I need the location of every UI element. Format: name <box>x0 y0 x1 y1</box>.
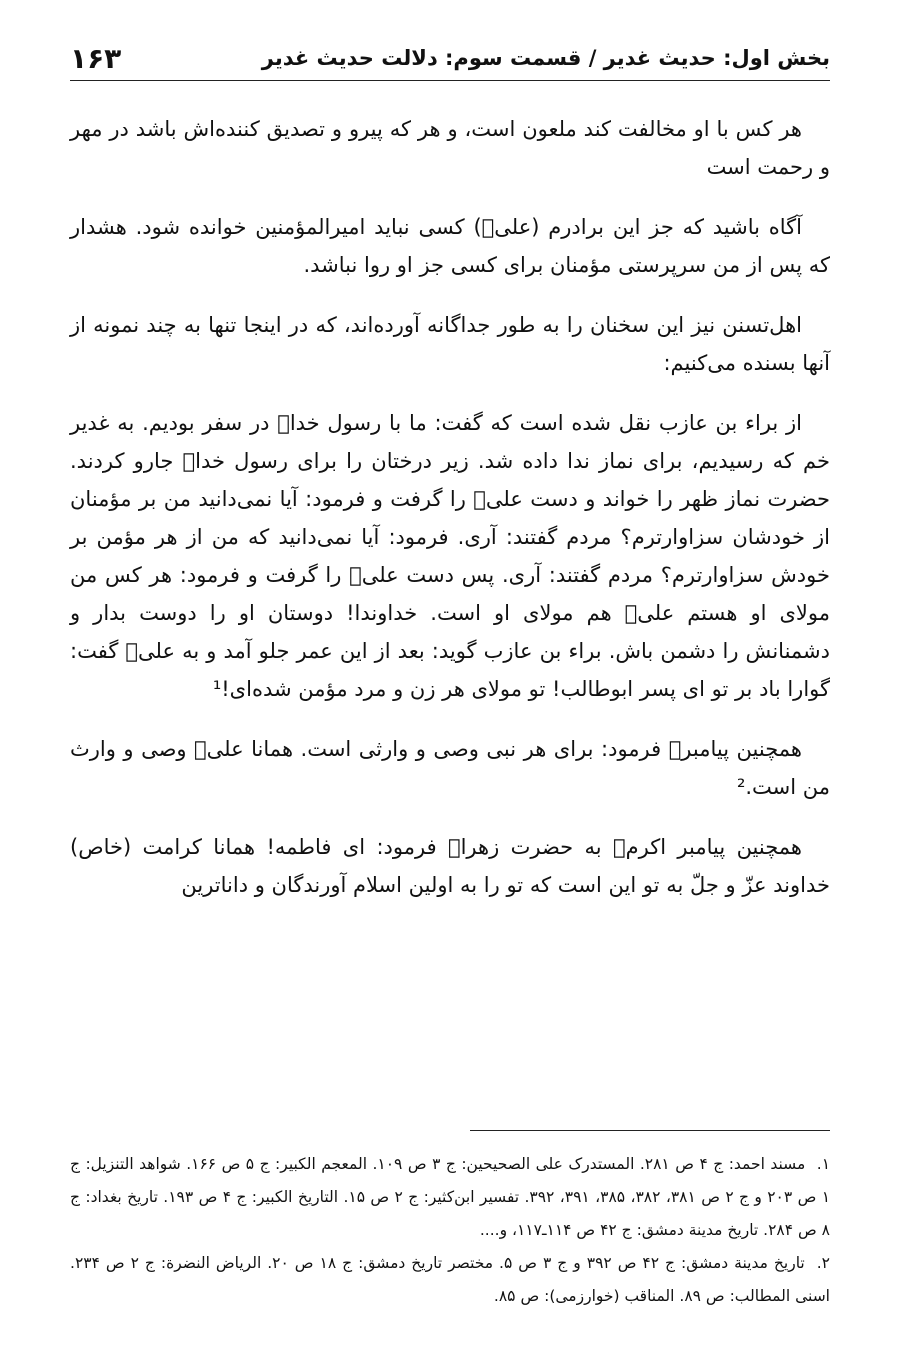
page-number: ۱۶۳ <box>70 41 122 75</box>
footnote-number: ۲. <box>816 1254 830 1272</box>
running-title: بخش اول: حدیث غدیر / قسمت سوم: دلالت حدیث غدیر <box>261 46 830 70</box>
paragraph: آگاه باشید که جز این برادرم (علیؑ) کسی نباید امیرالمؤمنین خوانده شود. هشدار که پس از من سرپرستی مؤمنان برای کسی جز او روا نباشد. <box>70 215 830 277</box>
paragraph: از براء بن عازب نقل شده است که گفت: ما با رسول خداﷺ در سفر بودیم. به غدیر خم که رسیدیم، برای نماز ندا داده شد. زیر درختان را برای رسول خداﷺ جارو کردند. حضرت نماز ظهر را خواند و دست علیؑ را گرفت و فرمود: آیا نمی‌دانید من بر مؤمنان از خودشان سزاوارترم؟ مردم گفتند: آری. فرمود: آیا نمی‌دانید که من از هر مؤمن بر خودش سزاوارترم؟ مردم گفتند: آری. پس دست علیؑ را گرفت و فرمود: هر کس من مولای او هستم علیؑ هم مولای او است. خداوندا! دوستان او را دوست بدار و دشمنانش را دشمن باش. براء بن عازب گوید: بعد از این عمر جلو آمد و به علیؑ گفت: گوارا باد بر تو ای پسر ابوطالب! تو مولای هر زن و مرد مؤمن شده‌ای!¹ <box>70 411 830 701</box>
footnote-text: مسند احمد: ج ۴ ص ۲۸۱. المستدرک علی الصحیحین: ج ۳ ص ۱۰۹. المعجم الکبیر: ج ۵ ص ۱۶۶. شواهد التنزیل: ج ۱ ص ۲۰۳ و ج ۲ ص ۳۸۱، ۳۸۲، ۳۸۵، ۳۹۱، ۳۹۲. تفسیر ابن‌کثیر: ج ۲ ص ۱۵. التاریخ الکبیر: ج ۴ ص ۱۹۳. تاریخ بغداد: ج ۸ ص ۲۸۴. تاریخ مدینة دمشق: ج ۴۲ ص ۱۱۴ـ۱۱۷، و.... <box>70 1155 831 1239</box>
footnotes <box>70 1148 830 1313</box>
footnote-number: ۱. <box>816 1155 831 1173</box>
paragraph: همچنین پیامبر اکرمﷺ به حضرت زهراؑ فرمود: ای فاطمه! همانا کرامت (خاص) خداوند عزّ و جلّ به تو این است که تو را به اولین اسلام آورندگان و داناترین <box>70 835 830 897</box>
main-text <box>70 110 830 926</box>
page-header <box>70 36 830 81</box>
paragraph: هر کس با او مخالفت کند ملعون است، و هر که پیرو و تصدیق کننده‌اش باشد در مهر و رحمت است <box>70 117 830 179</box>
paragraph: اهل‌تسنن نیز این سخنان را به طور جداگانه آورده‌اند، که در اینجا تنها به چند نمونه از آنها بسنده می‌کنیم: <box>70 313 830 375</box>
paragraph: همچنین پیامبرﷺ فرمود: برای هر نبی وصی و وارثی است. همانا علیؑ وصی و وارث من است.² <box>70 737 830 799</box>
footnote <box>70 1148 830 1247</box>
footnote-text: تاریخ مدینة دمشق: ج ۴۲ ص ۳۹۲ و ج ۳ ص ۵. مختصر تاریخ دمشق: ج ۱۸ ص ۲۰. الریاض النضرة: ج ۲ ص ۲۳۴. اسنی المطالب: ص ۸۹. المناقب (خوارزمی): ص ۸۵. <box>70 1254 830 1305</box>
footnote <box>70 1247 830 1313</box>
footnote-divider <box>470 1130 830 1131</box>
